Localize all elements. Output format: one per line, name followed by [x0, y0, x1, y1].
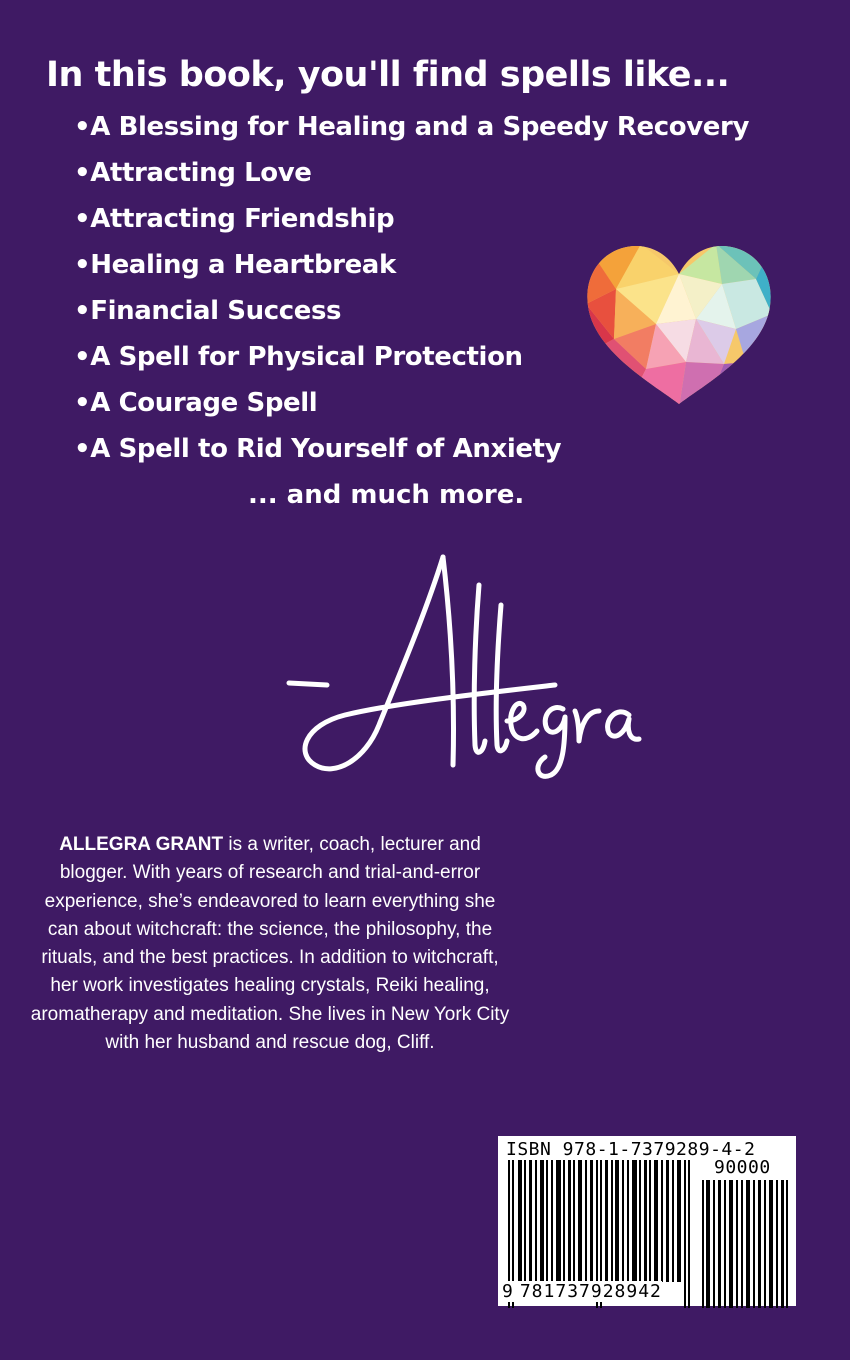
author-bio [30, 831, 510, 1057]
barcode-digits-rest: 781737928942 [519, 1281, 662, 1302]
and-much-more-text: ... and much more. [248, 480, 525, 510]
spell-item: •A Spell for Physical Protection [74, 342, 523, 372]
spell-item: •Financial Success [74, 296, 342, 326]
isbn-barcode [498, 1136, 796, 1306]
spell-item: •A Blessing for Healing and a Speedy Recovery [74, 112, 749, 142]
heart-icon [586, 244, 772, 408]
price-code: 90000 [714, 1157, 771, 1178]
price-addon-bars [702, 1180, 788, 1308]
barcode-digits [502, 1281, 662, 1302]
barcode-digit-first: 9 [502, 1281, 514, 1302]
spell-item: •A Spell to Rid Yourself of Anxiety [74, 434, 562, 464]
author-bio-text: is a writer, coach, lecturer and blogger. With years of research and trial-and-error experience, she’s endeavored to learn everything she can about witchcraft: the science, the philosophy, the rituals, and the best practices. In addition to witchcraft, her work investigates healing crystals, Reiki healing, aromatherapy and meditation. She lives in New York City with her husband and rescue dog, Cliff. [30, 834, 510, 1054]
spell-item: •Attracting Friendship [74, 204, 395, 234]
signature [275, 545, 695, 785]
spell-item: •Attracting Love [74, 158, 312, 188]
spell-item: •A Courage Spell [74, 388, 318, 418]
spell-item: •Healing a Heartbreak [74, 250, 396, 280]
author-name: ALLEGRA GRANT [59, 834, 224, 855]
isbn-number: ISBN 978-1-7379289-4-2 [506, 1139, 756, 1160]
headline: In this book, you'll find spells like... [46, 55, 730, 95]
